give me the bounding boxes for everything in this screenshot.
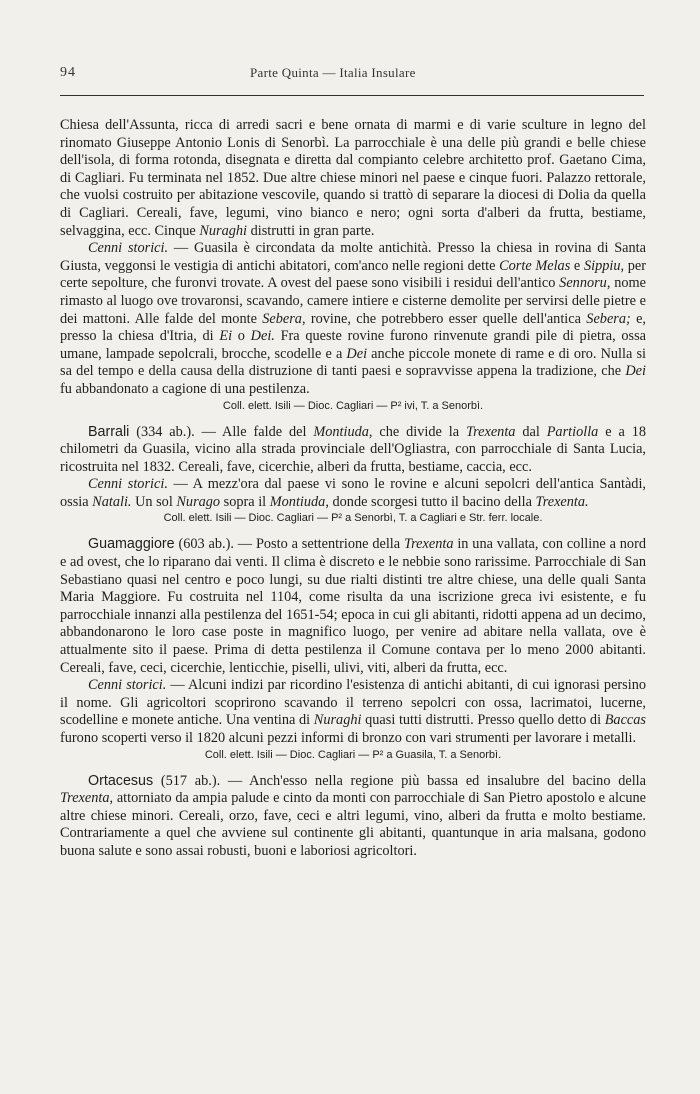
entry-ortacesus: Ortacesus (517 ab.). — Anch'esso nella regione più bassa ed insalubre del bacino della Trexenta, attorniato da ampia palude e cinto da monti con parrocchiale di San Pietro apostolo e alcune altre chiese minori. Cereali, orzo, fave, ceci e altri legumi, vino, alberi da frutta e molto bestiame. Contrariamente a quel che avviene sul continente gli abitanti, quantunque in aria malsana, godono buona salute e sono assai robusti, buoni e laboriosi agricoltori. [60,772,646,859]
header-rule [60,95,644,96]
electoral-note-guamaggiore: Coll. elett. Isili — Dioc. Cagliari — P² a Guasila, T. a Senorbì. [204,748,502,761]
paragraph-assunta: Chiesa dell'Assunta, ricca di arredi sacri e bene ornata di marmi e di varie sculture in legno del rinomato Giuseppe Antonio Lonis di Senorbì. La parrocchiale è una delle più grandi e belle chiese dell'isola, di forma rotonda, disegnata e diretta dal compianto celebre architetto prof. Gaetano Cima, di Cagliari. Fu terminata nel 1852. Due altre chiese minori nel paese e cinque fuori. Palazzo rettorale, che vuolsi costruito per abitazione vescovile, quando si trattò di separare la diocesi di Dolia da quella di Cagliari. Cereali, fave, legumi, vino bianco e nero; ogni sorta d'alberi da frutta, bestiame, selvaggina, ecc. Cinque Nuraghi distrutti in gran parte. [60,117,646,239]
page-header [60,63,636,83]
paragraph-guamaggiore-cenni-storici: Cenni storici. — Alcuni indizi par ricordino l'esistenza di antichi abitanti, di cui ignorasi persino il nome. Gli agricoltori scoprirono scavando il terreno sepolcri con ossa, lacrimatoi, lucerne, scodelline e monete antiche. Una ventina di Nuraghi quasi tutti distrutti. Presso quello detto di Baccas furono scoperti verso il 1820 alcuni pezzi informi di bronzo con vari strumenti per lavorare i metalli. [60,677,647,746]
entry-name: Ortacesus [88,772,154,789]
paragraph-guasila-cenni-storici: Cenni storici. — Guasila è circondata da molte antichità. Presso la chiesa in rovina di Santa Giusta, veggonsi le vestigia di antichi abitatori, com'anco nelle regioni dette Corte Melas e Sippiu, per certe sepolture, che furonvi trovate. A ovest del paese sono visibili i residui dell'antico Sennoru, nome rimasto al luogo ove trovaronsi, scavando, camere intiere e cisterne demolite per servirsi delle pietre e dei mattoni. Alle falde del monte Sebera, rovine, che potrebbero esser quelle dell'antica Sebera; e, presso la chiesa d'Itria, di Ei o Dei. Fra queste rovine furono rinvenute grandi pile di pietra, ossa umane, lampade sepolcrali, brocche, scodelle e a Dei anche piccole monete di rame e di oro. Nulla si sa del tempo e della causa della distruzione di tanti paesi e sopravvisse appena la tradizione, che Dei fu abbandonato a cagione di una pestilenza. [60,240,647,397]
running-title: Parte Quinta — Italia Insulare [250,65,416,80]
page-body [60,117,646,861]
entry-barrali: Barrali (334 ab.). — Alle falde del Montiuda, che divide la Trexenta dal Partiolla e a 18 chilometri da Guasila, vicino alla strada provinciale dell'Ogliastra, con parrocchiale di Santa Lucia, ricostruita nel 1832. Cereali, fave, cicerchie, alberi da frutta, bestiame, caccia, ecc. [60,423,646,475]
entry-name: Guamaggiore [88,536,175,553]
electoral-note-barrali: Coll. elett. Isili — Dioc. Cagliari — P² a Senorbì, T. a Cagliari e Str. ferr. locale. [163,512,543,525]
paragraph-barrali-cenni-storici: Cenni storici. — A mezz'ora dal paese vi sono le rovine e alcuni sepolcri dell'antica Santàdi, ossia Natali. Un sol Nurago sopra il Montiuda, donde scorgesi tutto il bacino della Trexenta. [60,476,646,510]
entry-guamaggiore: Guamaggiore (603 ab.). — Posto a settentrione della Trexenta in una vallata, con colline a nord e ad ovest, che lo riparano dai venti. Il clima è discreto e le nebbie sono rarissime. Parrocchiale di San Sebastiano quasi nel centro e poco lungi, su due rialti distinti tre altre chiese, una delle quali Santa Maria Maggiore. Fu costruita nel 1104, come risulta da una iscrizione greca ivi esistente, e fu parrocchiale innanzi alla pestilenza del 1651-54; epoca in cui gli abitanti, ridotti appena ad un decimo, abbandonarono le loro case poste in magnifico luogo, per venire ad abitare nella vallata, ove è attualmente sito il paese. Prima di detta pestilenza il Comune contava per lo meno 2000 abitanti. Cereali, fave, ceci, cicerchie, lenticchie, piselli, ulivi, viti, alberi da frutta, ecc. [60,536,646,676]
page-number: 94 [60,65,76,80]
electoral-note-guasila: Coll. elett. Isili — Dioc. Cagliari — P² ivi, T. a Senorbì. [222,399,484,412]
entry-name: Barrali [88,423,130,440]
